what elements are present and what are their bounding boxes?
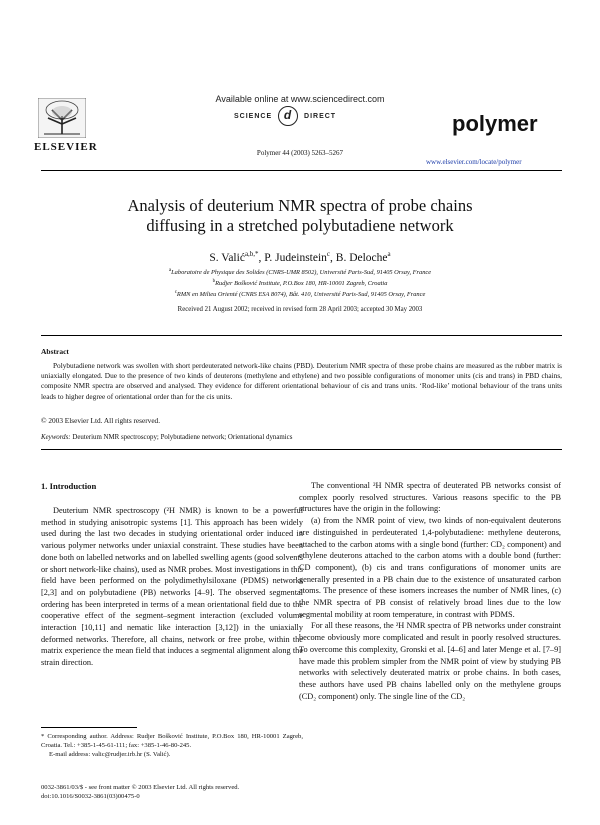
keywords-label: Keywords: [41, 434, 71, 441]
abstract-bottom-rule [41, 449, 562, 450]
article-title-line1: Analysis of deuterium NMR spectra of probe chains [127, 196, 473, 215]
affiliation-text: Rudjer Bošković Institute, P.O.Box 180, HR-10001 Zagreb, Croatia [215, 280, 388, 288]
received-dates: Received 21 August 2002; received in revised form 28 April 2003; accepted 30 May 2003 [177, 306, 423, 313]
affiliation [0, 268, 600, 276]
journal-citation: Polymer 44 (2003) 5263–5267 [256, 149, 344, 157]
keywords [41, 434, 292, 441]
body-paragraph: For all these reasons, the ²H NMR spectra of PB networks under constraint become obviously more complicated and result in poorly resolved structures. To overcome this complexity, Gronski et al. [4–6] and later Menge et al. [7–9] have made this problem simpler from the NMR point of view by studying PB networks with selectively deuterated matrix or probe chains. In both cases, these authors have used PB chains labelled only on the methylene groups (CD₂ component) only. The single line of the CD₂ [299, 621, 561, 701]
footnote-rule [41, 727, 137, 728]
front-matter [41, 783, 239, 801]
body-column-left [41, 505, 303, 669]
article-title [60, 196, 540, 236]
available-online-text: Available online at www.sciencedirect.com [215, 94, 385, 104]
abstract-text: Polybutadiene network was swollen with short perdeuterated network-like chains (PBD). Deuterium NMR spectra of these probe chains are measured as the rubber matrix is uniaxially elongated. Due to the presence of two kinds of deuterons (methylene and ethylene) and two possible configurations of monomer units (cis and trans) in PBD chains, composite NMR spectra are observed and analysed. They evidence for different orientational behaviour of cis and trans units. ‘Rod-like’ motional behaviour of the trans units leads to higher degree of orientational order than for the cis units. [41, 361, 562, 401]
author-sup: c [326, 250, 331, 258]
footnote-email: E-mail address: valic@rudjer.irb.hr (S. Valić). [49, 751, 171, 758]
body-paragraph: The conventional ²H NMR spectra of deuterated PB networks consist of complex poorly resolved structures. Various reasons specific to the PB structures have the origin in the following: [299, 481, 561, 514]
section-heading: 1. Introduction [41, 481, 97, 491]
sciencedirect-logo [234, 106, 336, 126]
keywords-list: Deuterium NMR spectroscopy; Polybutadiene network; Orientational dynamics [72, 434, 293, 441]
author-sup: a,b,* [244, 250, 259, 258]
doi-line: doi:10.1016/S0032-3861(03)00475-0 [41, 793, 140, 800]
journal-logo: polymer [452, 111, 538, 136]
body-paragraph: (a) from the NMR point of view, two kinds of non-equivalent deuterons are distinguished in perdeuterated 1,4-polybutadiene: methylene deuterons, attached to the carbon atoms with a single bond (further: CD₂ component) and ethylene deuterons attached to the carbon atoms with a double bond (further: CD component), (b) cis and trans configurations of monomer units are generally presented in a PB chain due to the existence of unsaturated carbon atoms. The presence of these isomers increases the number of NMR lines, (c) the NMR spectra of PB consist of relatively broad lines due to the low segmental mobility at room temperature, in contrast with PDMS. [299, 516, 561, 619]
publisher-name: ELSEVIER [34, 141, 98, 153]
header-rule [41, 170, 562, 171]
sciencedirect-left: SCIENCE [234, 112, 273, 120]
affiliation-text: RMN en Milieu Orienté (CNRS ESA 8074), Bât. 410, Université Paris-Sud, 91405 Orsay, France [176, 291, 426, 299]
article-title-line2: diffusing in a stretched polybutadiene network [146, 216, 454, 235]
author-list: S. Valić$^{a,b,*}$, P. Judeinstein$^c$, B. Deloche$^a$ [209, 250, 391, 264]
affiliation-sup: a [168, 268, 172, 273]
author-name: B. Deloche [335, 251, 388, 264]
body-paragraph: Deuterium NMR spectroscopy (²H NMR) is known to be a powerful method in studying anisotropic systems [1]. This approach has been widely used during the last two decades in studying orientational order induced in various polymer networks under uniaxial constraint. These studies have been done both on labelled networks and on labelled swelling agents (good solvents or short network-like chains), used as NMR probes. Most investigations in this field have been performed on the polydimethylsiloxane (PDMS) networks [2,3] and on polybutadiene (PB) networks [4–9]. The observed segmental ordering has been interpreted in terms of a mean orientational field due to the cooperative effect of the segment–segment interaction (excluded volume interaction [10,11] and nematic like interaction [3,12]) in the uniaxially deformed networks. Therefore, all chains, network or free probe, within the matrix experience the mean field that induces a segmental alignment along the strain direction. [41, 506, 303, 668]
elsevier-tree-logo-icon [38, 98, 86, 138]
affiliation-text: Laboratoire de Physique des Solides (CNRS-UMR 8502), Université Paris-Sud, 91405 Orsay, France [171, 269, 432, 277]
sciencedirect-right: DIRECT [304, 112, 337, 120]
journal-url-link[interactable]: www.elsevier.com/locate/polymer [426, 158, 522, 166]
abstract-copyright: © 2003 Elsevier Ltd. All rights reserved. [41, 416, 161, 425]
abstract-heading: Abstract [41, 347, 69, 356]
affiliation-sup: c [174, 290, 177, 295]
sciencedirect-mark: d [278, 106, 298, 126]
affiliation [0, 279, 600, 287]
affiliation-sup: b [212, 279, 216, 284]
footnote [41, 732, 303, 759]
abstract-top-rule [41, 335, 562, 336]
author-name: S. Valić [209, 251, 245, 264]
footnote-corresponding: * Corresponding author. Address: Rudjer Bošković Institute, P.O.Box 180, HR-10001 Zagreb, Croatia. Tel.: +385-1-45-61-111; fax: +385-1-46-80-245. [41, 733, 303, 749]
author-sup: a [387, 250, 391, 258]
affiliation [0, 290, 600, 298]
author-name: P. Judeinstein [264, 251, 327, 264]
body-column-right [299, 480, 561, 702]
issn-line: 0032-3861/03/$ - see front matter © 2003 Elsevier Ltd. All rights reserved. [41, 784, 240, 791]
